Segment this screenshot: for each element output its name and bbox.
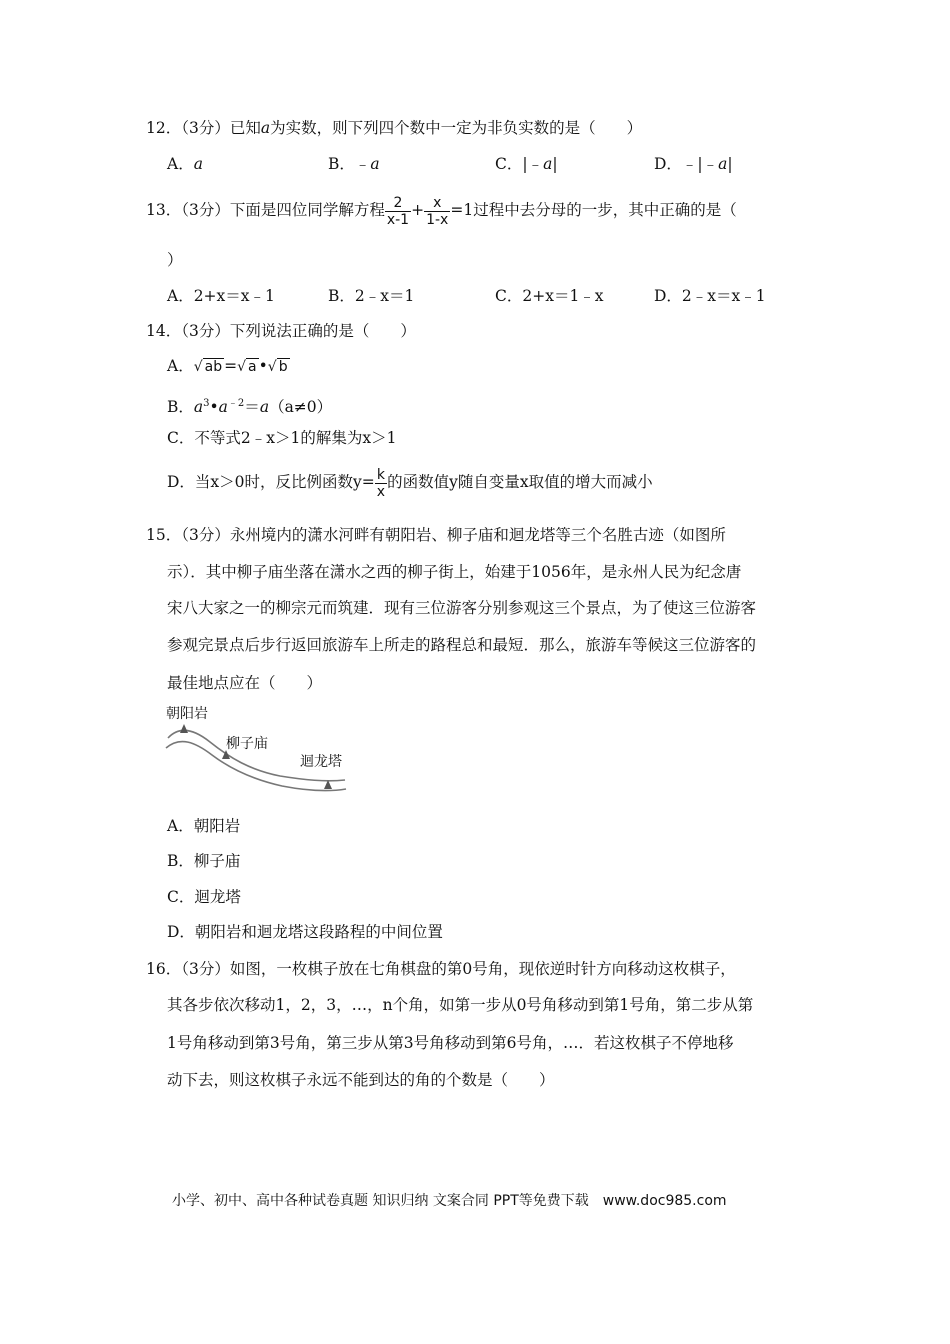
q16-line-3: 1号角移动到第3号角，第三步从第3号角移动到第6号角，…．若这枚棋子不停地移 [167, 1034, 734, 1052]
q12-option-a: A．a [167, 155, 203, 173]
q12-option-b: B．﹣a [328, 155, 380, 173]
q14-option-a: A．√ ab =√ a •√ b [167, 355, 290, 378]
page-footer: 小学、初中、高中各种试卷真题 知识归纳 文案合同 PPT等免费下载 www.doc985.com [172, 1193, 727, 1209]
q15-option-b: B．柳子庙 [167, 852, 241, 870]
q14-fraction-k-over-x: $\frac{k}{x}$ [376, 466, 386, 500]
river-map [160, 700, 360, 805]
q15-option-c: C．迴龙塔 [167, 888, 241, 906]
q12-option-c: C．|﹣a| [495, 155, 558, 173]
map-label-liuzi: 柳子庙 [226, 736, 268, 752]
q13-option-a: A．2+x＝x﹣1 [167, 287, 275, 305]
q14-option-d: D．当x＞0时，反比例函数y= $\frac{k}{x}$ 的函数值y随自变量x取值的增大而减小 [167, 466, 653, 500]
sqrt-a: √ a [237, 359, 257, 375]
q13-stem-close: ） [167, 251, 183, 269]
q16-line-2: 其各步依次移动1，2，3，…，n个角，如第一步从0号角移动到第1号角，第二步从第 [167, 996, 754, 1014]
q15-line-2: 示）．其中柳子庙坐落在潇水之西的柳子街上，始建于1056年，是永州人民为纪念唐 [167, 563, 742, 581]
q15-line-1: 15．（3分）永州境内的潇水河畔有朝阳岩、柳子庙和迴龙塔等三个名胜古迹（如图所 [146, 526, 726, 544]
q16-line-1: 16．（3分）如图，一枚棋子放在七角棋盘的第0号角，现依逆时针方向移动这枚棋子， [146, 960, 736, 978]
q14-option-b: B．$a^3•a^{﹣2}=a(a\ne 0)$ [167, 398, 333, 417]
q12-stem: 12．（3分）已知a为实数，则下列四个数中一定为非负实数的是（ ） [146, 119, 643, 137]
q14-option-c: C．不等式2﹣x＞1的解集为x＞1 [167, 429, 397, 447]
map-label-huilong: 迴龙塔 [300, 754, 342, 770]
q15-line-5: 最佳地点应在（ ） [167, 674, 323, 692]
q13-option-d: D．2﹣x＝x﹣1 [654, 287, 766, 305]
sqrt-ab: √ ab [193, 359, 223, 375]
q16-line-4: 动下去，则这枚棋子永远不能到达的角的个数是（ ） [167, 1071, 555, 1089]
q15-line-4: 参观完景点后步行返回旅游车上所走的路程总和最短．那么，旅游车等候这三位游客的 [167, 636, 757, 654]
map-label-chaoyang: 朝阳岩 [166, 706, 208, 722]
q13-stem: 13．（3分）下面是四位同学解方程 $\frac{2}{x-1}$ + $\frac{x}{1-x}$ =1过程中去分母的一步，其中正确的是（ [146, 194, 737, 228]
q13-option-b: B．2﹣x＝1 [328, 287, 415, 305]
q13-fraction-1: $\frac{2}{x-1}$ [386, 194, 410, 228]
q15-line-3: 宋八大家之一的柳宗元而筑建．现有三位游客分别参观这三个景点，为了使这三位游客 [167, 599, 757, 617]
q13-fraction-2: $\frac{x}{1-x}$ [426, 194, 449, 228]
q13-option-c: C．2+x＝1﹣x [495, 287, 604, 305]
q15-option-a: A．朝阳岩 [167, 817, 241, 835]
sqrt-b: √ b [267, 359, 288, 375]
q14-stem: 14．（3分）下列说法正确的是（ ） [146, 322, 416, 340]
pagoda-icon-chaoyang [180, 724, 188, 733]
q15-option-d: D．朝阳岩和迴龙塔这段路程的中间位置 [167, 923, 443, 941]
q12-option-d: D．﹣|﹣a| [654, 155, 733, 173]
